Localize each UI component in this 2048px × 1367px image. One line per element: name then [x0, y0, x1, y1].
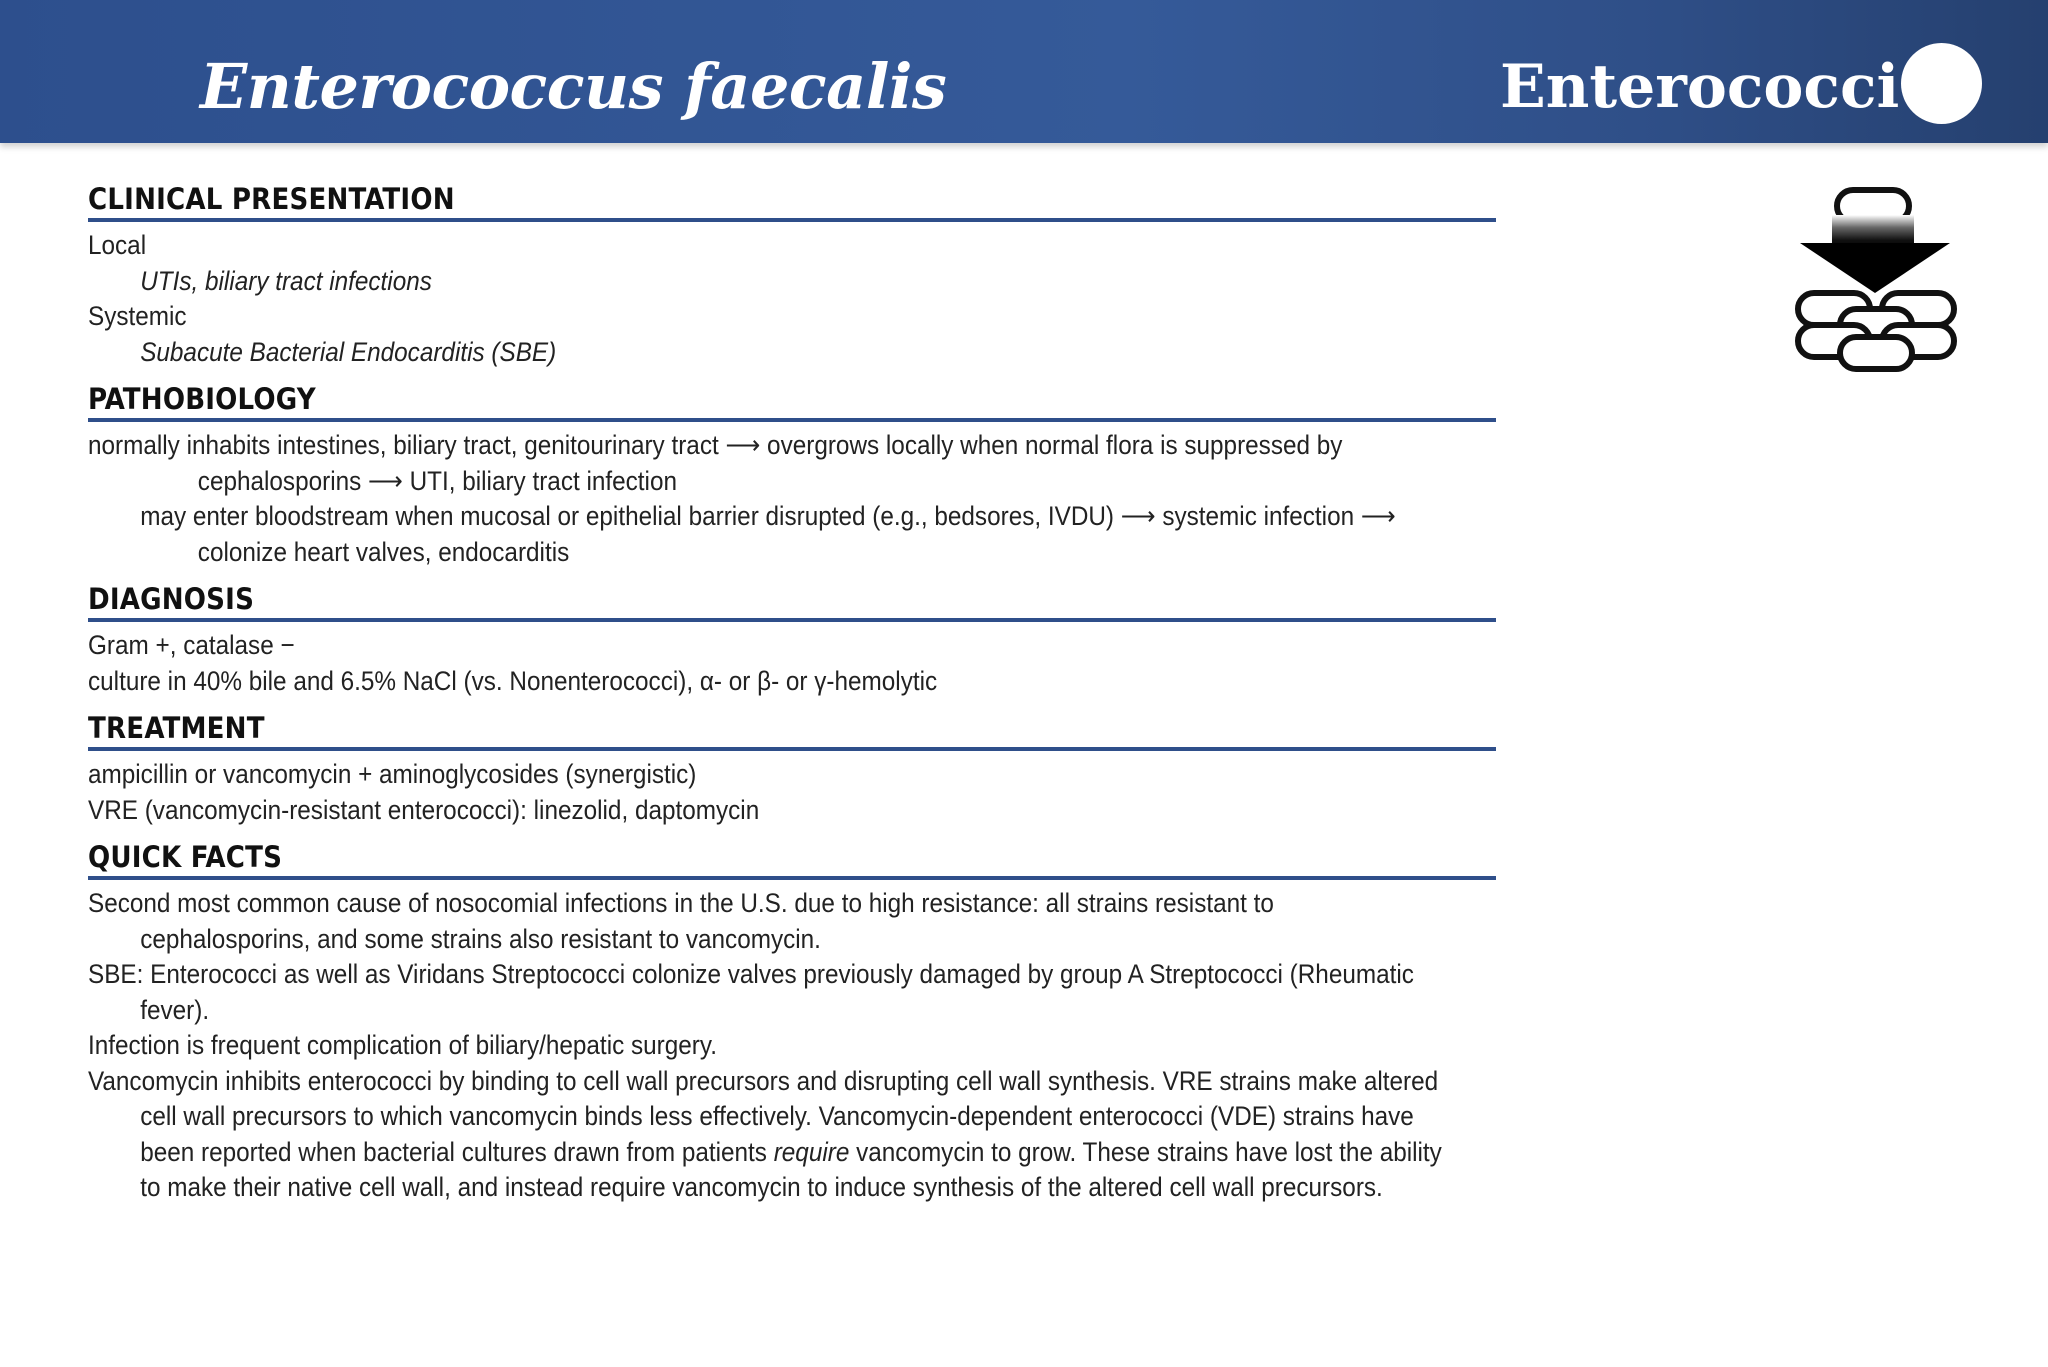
quick-fact-line: fever). — [140, 994, 210, 1025]
quick-fact-line: cephalosporins, and some strains also resistant to vancomycin. — [140, 923, 821, 954]
diagnosis-line: culture in 40% bile and 6.5% NaCl (vs. Nonenterococci), α- or β- or γ-hemolytic — [88, 665, 938, 696]
section-heading: PATHOBIOLOGY — [88, 380, 1496, 422]
quick-fact-line: cell wall precursors to which vancomycin binds less effectively. Vancomycin-dependent enterococci (VDE) strains have — [140, 1101, 1414, 1131]
section-diagnosis — [88, 580, 1496, 699]
banner-dot-icon — [1901, 43, 1982, 124]
quick-fact-line: to make their native cell wall, and instead require vancomycin to induce synthesis of the altered cell wall precursors. — [140, 1172, 1383, 1202]
clinical-line: Local — [88, 230, 147, 260]
pathobiology-line: colonize heart valves, endocarditis — [197, 536, 570, 567]
quick-fact-line — [88, 1135, 1442, 1171]
quick-fact-line: Second most common cause of nosocomial infections in the U.S. due to high resistance: all strains resistant to — [88, 888, 1274, 918]
section-clinical-presentation — [88, 180, 1496, 370]
treatment-line: ampicillin or vancomycin + aminoglycosides (synergistic) — [88, 759, 697, 789]
section-quick-facts — [88, 838, 1496, 1206]
section-treatment — [88, 709, 1496, 828]
section-heading: TREATMENT — [88, 709, 1496, 751]
pathobiology-line: may enter bloodstream when mucosal or epithelial barrier disrupted (e.g., bedsores, IVDU) ⟶ systemic infection ⟶ — [140, 501, 1396, 531]
title-banner — [0, 0, 2048, 143]
bacteria-chain-icon — [1790, 185, 1965, 375]
fact-sheet-body — [88, 180, 1496, 1206]
quick-fact-text: been reported when bacterial cultures drawn from patients — [140, 1136, 774, 1167]
pathobiology-line: cephalosporins ⟶ UTI, biliary tract infection — [197, 465, 677, 496]
quick-fact-line: SBE: Enterococci as well as Viridans Streptococci colonize valves previously damaged by group A Streptococci (Rheumatic — [88, 959, 1414, 989]
pathobiology-line: normally inhabits intestines, biliary tract, genitourinary tract ⟶ overgrows locally when normal flora is suppressed by — [88, 430, 1343, 460]
section-heading: QUICK FACTS — [88, 838, 1496, 880]
organism-group: Enterococci — [1500, 52, 1900, 122]
emphasis-require: require — [773, 1136, 850, 1167]
clinical-line: UTIs, biliary tract infections — [140, 265, 432, 296]
quick-fact-line: Vancomycin inhibits enterococci by binding to cell wall precursors and disrupting cell wall synthesis. VRE strains make altered — [88, 1065, 1439, 1096]
quick-fact-text: vancomycin to grow. These strains have lost the ability — [849, 1136, 1442, 1167]
section-pathobiology — [88, 380, 1496, 570]
quick-fact-line: Infection is frequent complication of biliary/hepatic surgery. — [88, 1030, 717, 1060]
section-heading: CLINICAL PRESENTATION — [88, 180, 1496, 222]
organism-title: Enterococcus faecalis — [200, 50, 947, 123]
clinical-line: Systemic — [88, 301, 187, 331]
diagnosis-line: Gram +, catalase − — [88, 630, 295, 660]
clinical-line: Subacute Bacterial Endocarditis (SBE) — [140, 336, 557, 367]
treatment-line: VRE (vancomycin-resistant enterococci): linezolid, daptomycin — [88, 794, 760, 825]
section-heading: DIAGNOSIS — [88, 580, 1496, 622]
